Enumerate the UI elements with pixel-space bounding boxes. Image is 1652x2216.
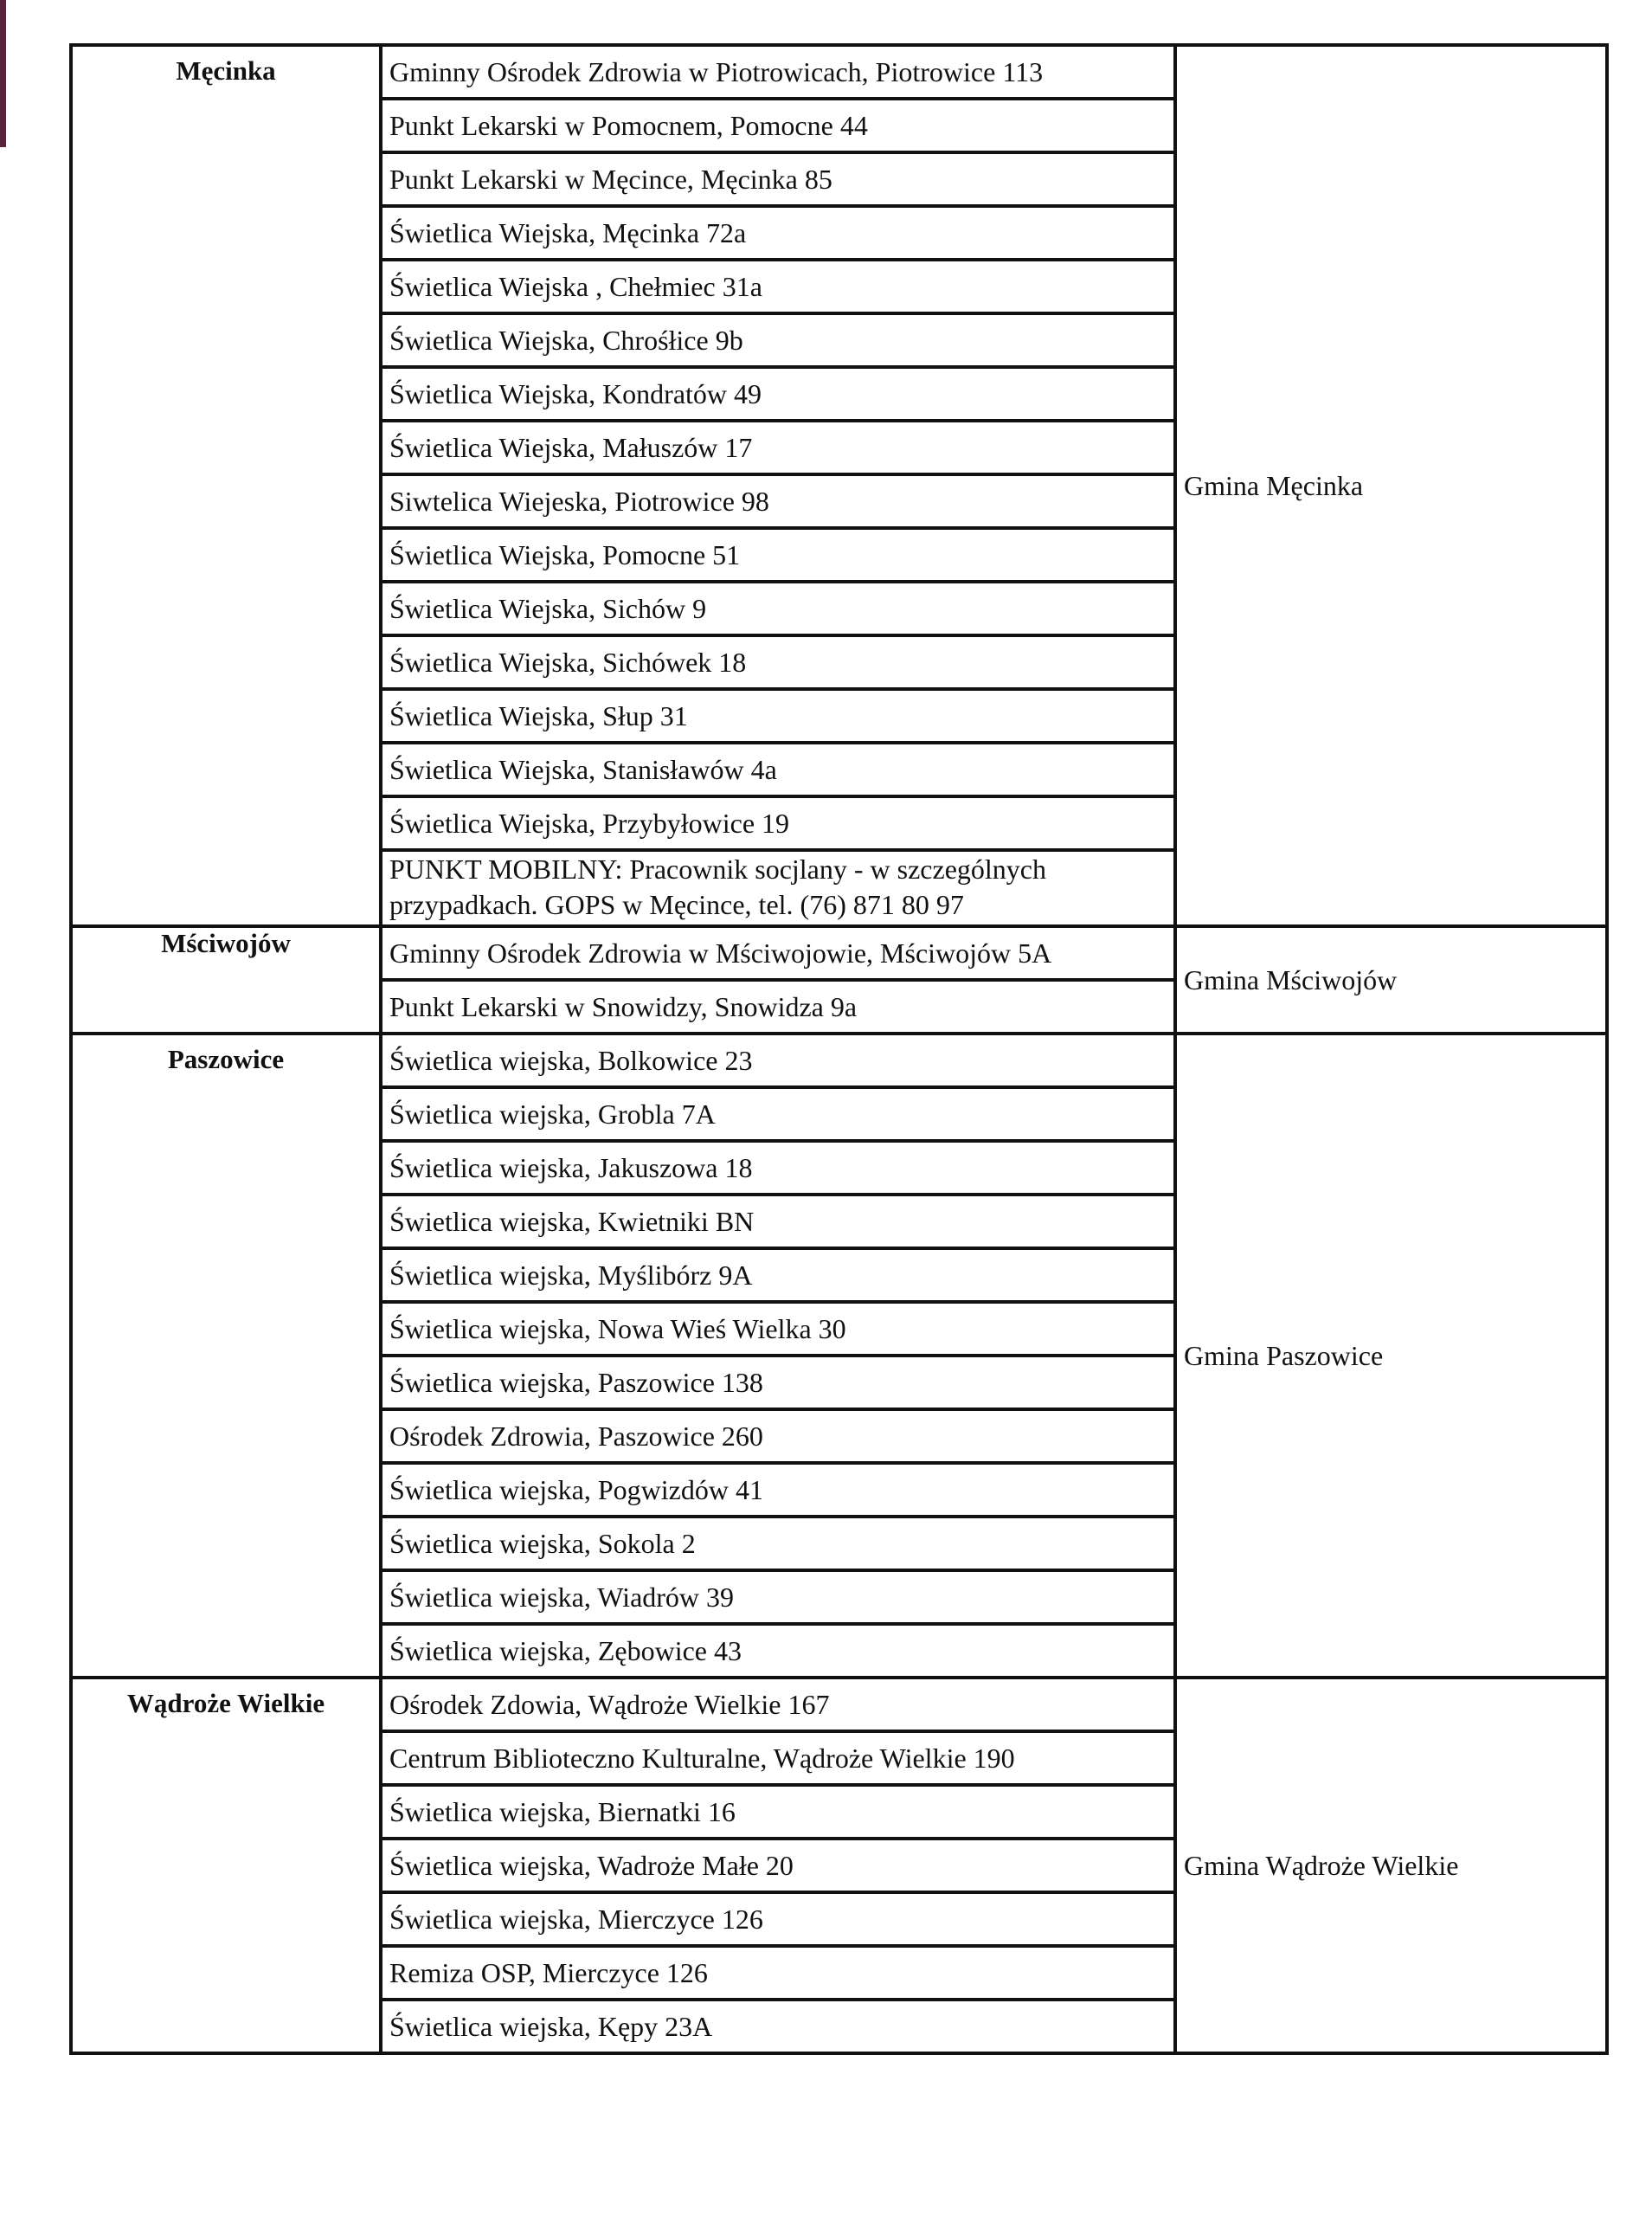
place-cell: Świetlica Wiejska, Pomocne 51: [381, 528, 1175, 582]
table-row: [71, 45, 1607, 99]
place-cell: Świetlica wiejska, Grobla 7A: [381, 1087, 1175, 1141]
polling-places-table: [69, 43, 1609, 2055]
place-cell: Świetlica Wiejska, Kondratów 49: [381, 367, 1175, 421]
scan-edge-mark: [0, 0, 6, 147]
place-cell: Punkt Lekarski w Snowidzy, Snowidza 9a: [381, 980, 1175, 1034]
place-cell: Gminny Ośrodek Zdrowia w Mściwojowie, Mściwojów 5A: [381, 926, 1175, 980]
gmina-name-cell: Męcinka: [71, 45, 381, 926]
place-cell: Siwtelica Wiejeska, Piotrowice 98: [381, 474, 1175, 528]
gmina-office-cell: Gmina Męcinka: [1175, 45, 1607, 926]
place-cell: Świetlica wiejska, Nowa Wieś Wielka 30: [381, 1302, 1175, 1356]
table-row: [71, 1034, 1607, 1087]
place-cell: PUNKT MOBILNY: Pracownik socjlany - w szczególnych przypadkach. GOPS w Męcince, tel. (76) 871 80 97: [381, 850, 1175, 926]
place-cell: Ośrodek Zdrowia, Paszowice 260: [381, 1409, 1175, 1463]
place-cell: Gminny Ośrodek Zdrowia w Piotrowicach, Piotrowice 113: [381, 45, 1175, 99]
place-cell: Świetlica wiejska, Sokola 2: [381, 1517, 1175, 1570]
gmina-name-cell: Wądroże Wielkie: [71, 1678, 381, 2053]
gmina-office-cell: Gmina Wądroże Wielkie: [1175, 1678, 1607, 2053]
place-cell: Świetlica Wiejska, Małuszów 17: [381, 421, 1175, 474]
table-row: [71, 926, 1607, 980]
place-cell: Świetlica Wiejska, Chrośłice 9b: [381, 313, 1175, 367]
place-cell: Ośrodek Zdowia, Wądroże Wielkie 167: [381, 1678, 1175, 1731]
place-cell: Świetlica wiejska, Bolkowice 23: [381, 1034, 1175, 1087]
place-cell: Punkt Lekarski w Męcince, Męcinka 85: [381, 152, 1175, 206]
place-cell: Świetlica Wiejska, Sichów 9: [381, 582, 1175, 635]
place-cell: Świetlica Wiejska, Sichówek 18: [381, 635, 1175, 689]
place-cell: Świetlica wiejska, Jakuszowa 18: [381, 1141, 1175, 1195]
gmina-name-cell: Mściwojów: [71, 926, 381, 1034]
table-row: [71, 1678, 1607, 1731]
gmina-office-cell: Gmina Mściwojów: [1175, 926, 1607, 1034]
place-cell: Punkt Lekarski w Pomocnem, Pomocne 44: [381, 99, 1175, 152]
place-cell: Świetlica wiejska, Zębowice 43: [381, 1624, 1175, 1678]
place-cell: Świetlica wiejska, Wadroże Małe 20: [381, 1839, 1175, 1892]
place-cell: Świetlica wiejska, Kwietniki BN: [381, 1195, 1175, 1248]
place-cell: Świetlica Wiejska, Przybyłowice 19: [381, 796, 1175, 850]
place-cell: Świetlica wiejska, Mierczyce 126: [381, 1892, 1175, 1946]
place-cell: Świetlica wiejska, Paszowice 138: [381, 1356, 1175, 1409]
place-cell: Świetlica wiejska, Biernatki 16: [381, 1785, 1175, 1839]
place-cell: Świetlica Wiejska, Słup 31: [381, 689, 1175, 743]
place-cell: Centrum Biblioteczno Kulturalne, Wądroże Wielkie 190: [381, 1731, 1175, 1785]
gmina-office-cell: Gmina Paszowice: [1175, 1034, 1607, 1678]
place-cell: Remiza OSP, Mierczyce 126: [381, 1946, 1175, 2000]
place-cell: Świetlica wiejska, Wiadrów 39: [381, 1570, 1175, 1624]
gmina-name-cell: Paszowice: [71, 1034, 381, 1678]
place-cell: Świetlica wiejska, Myślibórz 9A: [381, 1248, 1175, 1302]
place-cell: Świetlica Wiejska, Stanisławów 4a: [381, 743, 1175, 796]
place-cell: Świetlica Wiejska , Chełmiec 31a: [381, 260, 1175, 313]
table-body: [71, 45, 1607, 2053]
place-cell: Świetlica Wiejska, Męcinka 72a: [381, 206, 1175, 260]
place-cell: Świetlica wiejska, Pogwizdów 41: [381, 1463, 1175, 1517]
place-cell: Świetlica wiejska, Kępy 23A: [381, 2000, 1175, 2053]
